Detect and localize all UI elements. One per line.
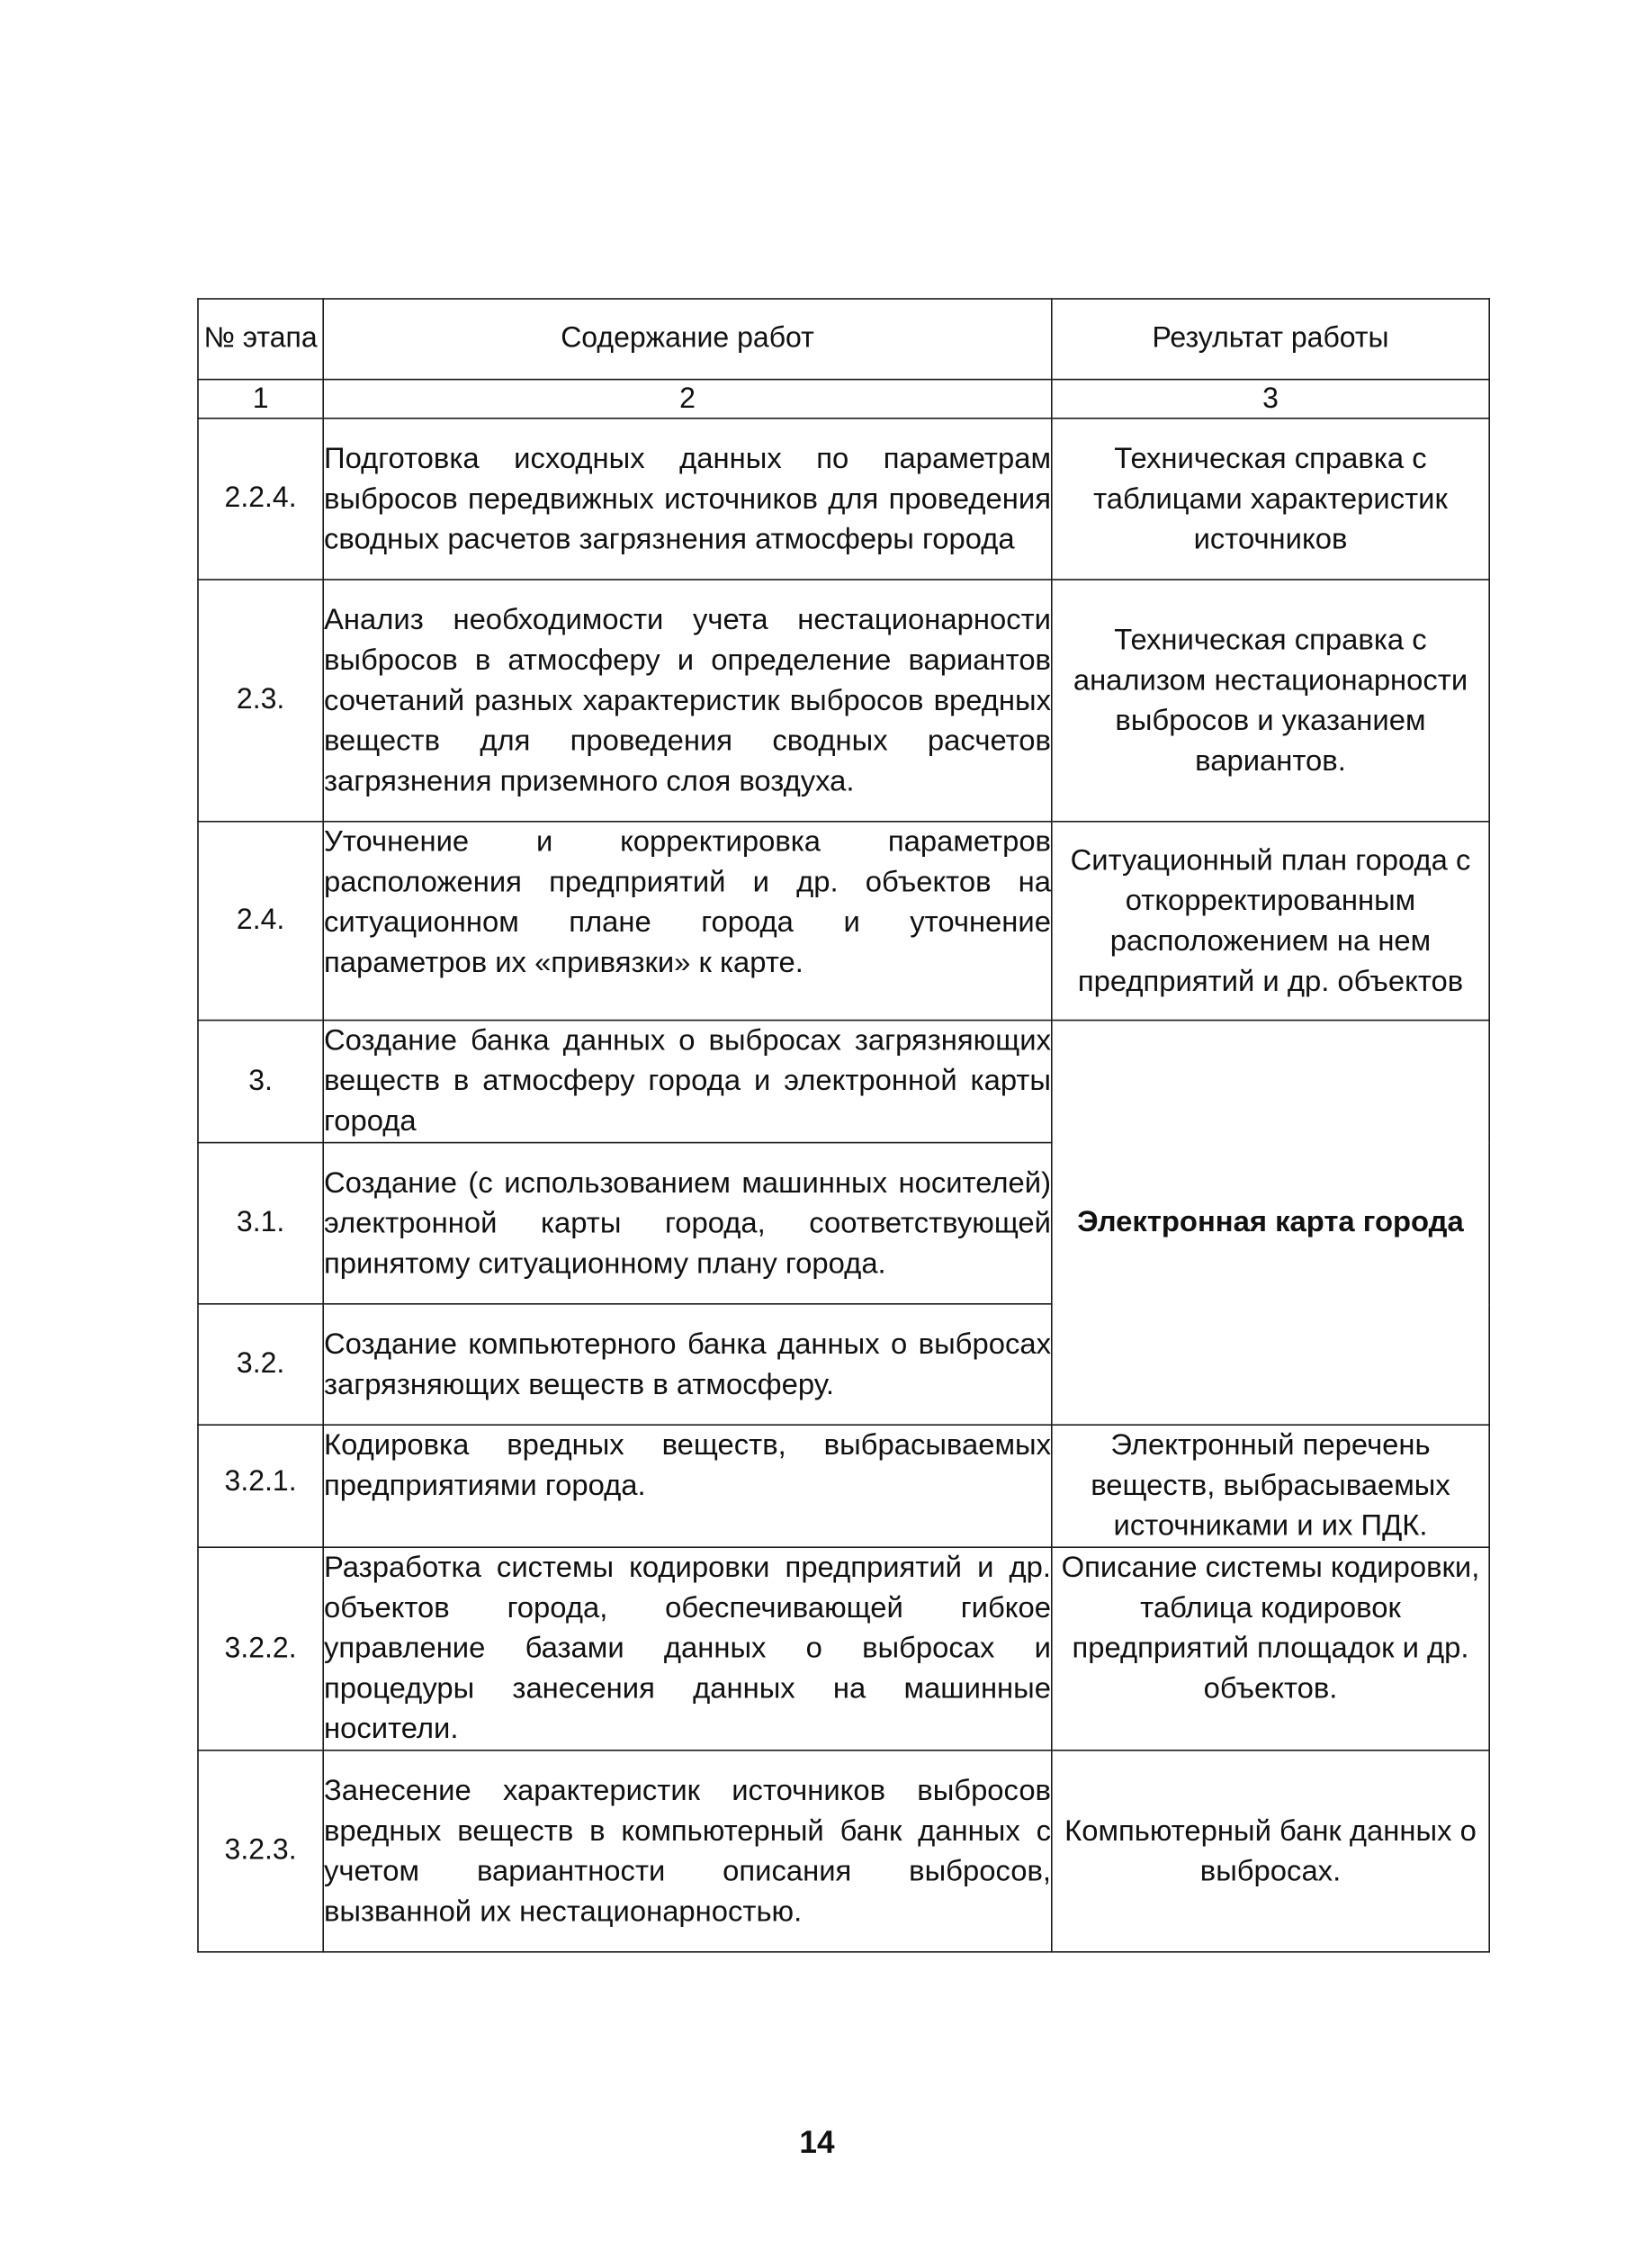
page-number: 14: [799, 2124, 835, 2160]
work-content: Создание (с использованием машинных носителей) электронной карты города, соответствующей принятому ситуационному плану города.: [323, 1143, 1052, 1304]
work-content: Подготовка исходных данных по параметрам выбросов передвижных источников для проведения сводных расчетов загрязнения атмосферы города: [323, 418, 1052, 580]
table-row: [198, 1425, 1489, 1547]
header-work-result: Результат работы: [1052, 299, 1489, 380]
table-row: [198, 1021, 1489, 1143]
stage-number: 3.1.: [198, 1143, 323, 1304]
stage-number: 3.: [198, 1021, 323, 1143]
stage-number: 3.2.3.: [198, 1750, 323, 1952]
stage-number: 2.3.: [198, 580, 323, 822]
work-content: Уточнение и корректировка параметров расположения предприятий и др. объектов на ситуационном плане города и уточнение параметров их «привязки» к карте.: [323, 822, 1052, 1021]
work-content: Кодировка вредных веществ, выбрасываемых предприятиями города.: [323, 1425, 1052, 1547]
table-row: [198, 418, 1489, 580]
work-result: Ситуационный план города с откорректированным расположением на нем предприятий и др. объектов: [1052, 822, 1489, 1021]
work-result: Компьютерный банк данных о выбросах.: [1052, 1750, 1489, 1952]
column-number-3: 3: [1052, 380, 1489, 418]
table-row: [198, 1750, 1489, 1952]
work-result: Техническая справка с таблицами характеристик источников: [1052, 418, 1489, 580]
work-stages-table: [197, 298, 1490, 1952]
stage-number: 3.2.1.: [198, 1425, 323, 1547]
work-result-merged: Электронная карта города: [1052, 1021, 1489, 1426]
stage-number: 3.2.2.: [198, 1547, 323, 1750]
stage-number: 3.2.: [198, 1304, 323, 1425]
header-work-content: Содержание работ: [323, 299, 1052, 380]
table-row: [198, 822, 1489, 1021]
column-number-2: 2: [323, 380, 1052, 418]
work-result: Техническая справка с анализом нестационарности выбросов и указанием вариантов.: [1052, 580, 1489, 822]
column-number-1: 1: [198, 380, 323, 418]
work-result: Электронный перечень веществ, выбрасываемых источниками и их ПДК.: [1052, 1425, 1489, 1547]
header-row: [198, 299, 1489, 380]
work-content: Разработка системы кодировки предприятий и др. объектов города, обеспечивающей гибкое управление базами данных о выбросах и процедуры занесения данных на машинные носители.: [323, 1547, 1052, 1750]
work-result: Описание системы кодировки, таблица кодировок предприятий площадок и др. объектов.: [1052, 1547, 1489, 1750]
work-content: Занесение характеристик источников выбросов вредных веществ в компьютерный банк данных с учетом вариантности описания выбросов, вызванной их нестационарностью.: [323, 1750, 1052, 1952]
table-row: [198, 1547, 1489, 1750]
stage-number: 2.4.: [198, 822, 323, 1021]
column-number-row: [198, 380, 1489, 418]
work-content: Создание компьютерного банка данных о выбросах загрязняющих веществ в атмосферу.: [323, 1304, 1052, 1425]
work-content: Создание банка данных о выбросах загрязняющих веществ в атмосферу города и электронной карты города: [323, 1021, 1052, 1143]
stage-number: 2.2.4.: [198, 418, 323, 580]
header-stage-number: № этапа: [198, 299, 323, 380]
table-row: [198, 580, 1489, 822]
work-content: Анализ необходимости учета нестационарности выбросов в атмосферу и определение вариантов сочетаний разных характеристик выбросов вредных веществ для проведения сводных расчетов загрязнения приземного слоя воздуха.: [323, 580, 1052, 822]
